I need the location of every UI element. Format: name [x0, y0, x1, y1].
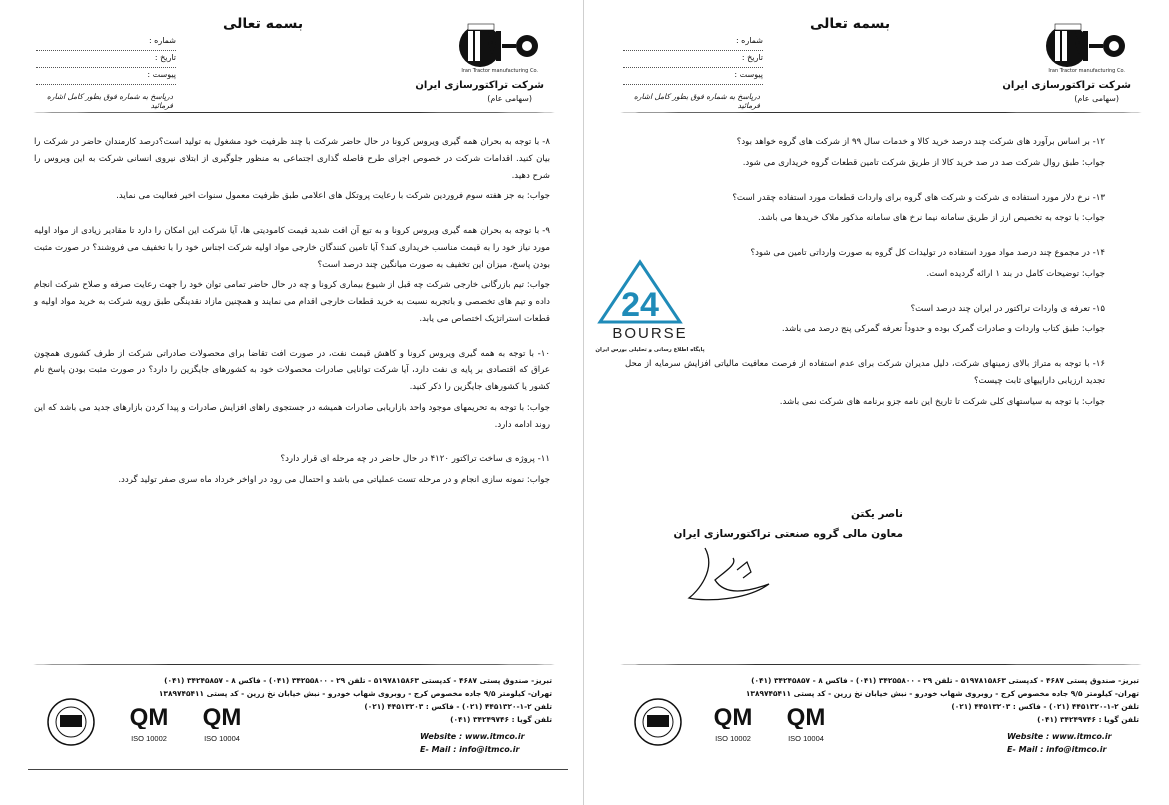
answer-10: جواب: با توجه به تحریمهای موجود واحد بازاریابی صادرات همیشه در جستجوی راهای افزایش صادرات و پیدا کردن بازارهای جدید می باشد که این روند ادامه دارد. — [34, 402, 550, 430]
signature-block — [674, 505, 903, 545]
question-13: ۱۳- نرخ دلار مورد استفاده ی شرکت و شرکت های گروه برای واردات قطعات مورد استفاده چقدر است؟ — [732, 192, 1105, 203]
logo-caption: Iran Tractor manufacturing Co. — [461, 68, 538, 74]
letter-page-1 — [8, 0, 578, 805]
footer-web — [1007, 731, 1112, 757]
question-12: ۱۲- بر اساس برآورد های شرکت چند درصد خرید کالا و خدمات سال ۹۹ از شرکت های گروه خواهد بود؟ — [736, 137, 1105, 147]
header-rule — [32, 112, 556, 113]
answer-9: جواب: تیم بازرگانی خارجی شرکت چه قبل از شیوع بیماری کرونا و چه در حال حاضر تمامی توان خود را جهت رعایت صرفه و صلاح شرکت انجام داده و تیم های تخصصی و باتجربه نسبت به خرید قطعات خارجی اقدام می نمایند و همچنین مازاد نقدینگی طبق رویه شرکت به خرید مواد اولیه و قطعات استراتژیک اختصاص می یابد. — [34, 280, 550, 324]
question-16: ۱۶- با توجه به متراژ بالای زمینهای شرکت، دلیل مدیران شرکت برای عدم استفاده از فرصت معافیت مالیاتی افزایش سرمایه از محل تجدید ارزیابی داراییهای ثابت چیست؟ — [625, 359, 1105, 386]
itm-logo-icon — [1045, 22, 1127, 70]
meta-number: شماره : — [36, 36, 176, 51]
qm-mark: QM — [129, 704, 169, 729]
company-type: (سهامی عام) — [1074, 94, 1119, 103]
logo-number: 24 — [621, 286, 659, 324]
question-11: ۱۱- پروژه ی ساخت تراکتور ۴۱۲۰ در حال حاضر در چه مرحله ای قرار دارد؟ — [280, 454, 550, 465]
letter-meta — [623, 36, 763, 87]
basmala: بسمه تعالی — [810, 16, 891, 32]
company-name: شرکت تراکتورسازی ایران — [1002, 80, 1131, 91]
question-14: ۱۴- در مجموع چند درصد مواد مورد استفاده در تولیدات کل گروه به صورت وارداتی تامین می شود؟ — [750, 248, 1105, 258]
company-name: شرکت تراکتورسازی ایران — [415, 80, 544, 91]
signatory-name: ناصر یکتن — [850, 508, 903, 520]
bourse24-watermark — [592, 258, 712, 358]
question-9: ۹- با توجه به بحران همه گیری ویروس کرونا و به تبع آن افت شدید قیمت کامودیتی ها، آیا شرکت این امکان را دارد تا مقادیر زیادی از مواد اولیه مورد نیاز خود را به قیمت مناسب خریداری کند؟ آیا تامین کنندگان خارجی مواد اولیه شرکت اجناس خود را با تخفیف می فروشند؟ در صورت مثبت بودن پاسخ، میزان این تخفیف به صورت میانگین چند درصد است؟ — [34, 226, 550, 270]
footer-line-2: تهران- کیلومتر ۹/۵ جاده مخصوص کرج - روبروی شهاب خودرو - نبش خیابان نخ زرین - کد پستی ۱۳۸۹۷۴۵۴۱۱ — [745, 688, 1139, 698]
question-8: ۸- با توجه به بحران همه گیری ویروس کرونا در حال حاضر شرکت با چند ظرفیت خود مشغول به تولید است؟درصد کارمندان حاضر در شرکت را بیان کنید. اقدامات شرکت در خصوص اجرای طرح فاصله گذاری اجتماعی به منظور جلوگیری از ابتلای نیروی انسانی شرکت به این ویروس را شرح دهید. — [34, 137, 550, 181]
footer-line-4: تلفن گویا : ۳۴۲۴۹۷۴۶ (۰۴۱) — [450, 714, 552, 724]
logo-tagline: پایگاه اطلاع رسانی و تحلیلی بورس ایران — [595, 347, 705, 353]
meta-attachment: پیوست : — [36, 70, 176, 85]
letter-page-2 — [595, 0, 1165, 805]
footer-line-2: تهران- کیلومتر ۹/۵ جاده مخصوص کرج - روبروی شهاب خودرو - نبش خیابان نخ زرین - کد پستی ۱۳۸۹۷۴۵۴۱۱ — [158, 688, 552, 698]
email: E- Mail : info@itmco.ir — [420, 744, 520, 754]
cert-iso-10002 — [707, 703, 759, 743]
answer-8: جواب: به جز هفته سوم فروردین شرکت با رعایت پروتکل های اعلامی طبق ظرفیت معمول سنوات اخیر فعالیت می نماید. — [116, 191, 550, 202]
footer-rule — [619, 664, 1143, 665]
qm-logo-icon — [196, 703, 248, 729]
meta-date: تاریخ : — [36, 53, 176, 68]
meta-number: شماره : — [623, 36, 763, 51]
logo-caption: Iran Tractor manufacturing Co. — [1048, 68, 1125, 74]
reply-note: درپاسخ به شماره فوق بطور کامل اشاره فرمائید — [633, 92, 760, 110]
bottom-rule — [28, 769, 568, 770]
bourse24-logo-icon — [592, 258, 712, 358]
footer-line-1: تبریز- صندوق پستی ۴۶۸۷ - کدپستی ۵۱۹۷۸۱۵۸۶۳ - تلفن ۲۹ - ۳۴۲۵۵۸۰۰ (۰۴۱) - فاکس ۸ - ۳۴۲۴۵۸۵۷ (۰۴۱) — [751, 676, 1139, 685]
company-logo — [1045, 22, 1127, 70]
cert-iso-10004 — [196, 703, 248, 743]
signatory-title: معاون مالی گروه صنعتی تراکتورسازی ایران — [673, 527, 903, 540]
footer-web — [420, 731, 525, 757]
header-rule — [619, 112, 1143, 113]
letter-body — [34, 134, 550, 507]
reply-note: درپاسخ به شماره فوق بطور کامل اشاره فرمائید — [46, 92, 173, 110]
meta-attachment: پیوست : — [623, 70, 763, 85]
cert-iso-10002 — [123, 703, 175, 743]
logo-brand: BOURSE — [612, 325, 688, 342]
answer-15: جواب: طبق کتاب واردات و صادرات گمرک بوده و حدوداً تعرفه گمرکی پنج درصد می باشد. — [781, 324, 1105, 335]
website: Website : www.itmco.ir — [420, 732, 525, 741]
letter-footer — [28, 675, 568, 795]
qm-mark: QM — [202, 704, 242, 729]
cert-iso-10004 — [780, 703, 832, 743]
footer-line-3: تلفن ۲-۱-۴۴۵۱۳۲۰ (۰۲۱) - فاکس : ۴۴۵۱۳۲۰۳ (۰۲۱) — [364, 701, 552, 711]
company-logo — [458, 22, 540, 70]
question-15: ۱۵- تعرفه ی واردات تراکتور در ایران چند درصد است؟ — [910, 303, 1105, 314]
answer-11: جواب: نمونه سازی انجام و در مرحله تست عملیاتی می باشد و احتمال می رود در اواخر خرداد ماه سری صفر تولید گردد. — [118, 475, 550, 485]
tuv-iso-9001-seal-icon — [46, 697, 96, 747]
answer-16: جواب: با توجه به سیاستهای کلی شرکت تا تاریخ این نامه جزو برنامه های شرکت نمی باشد. — [779, 396, 1105, 407]
cert-label-10004: ISO 10004 — [788, 734, 824, 743]
letter-footer — [615, 675, 1155, 795]
answer-14: جواب: توضیحات کامل در بند ۱ ارائه گردیده است. — [926, 268, 1105, 279]
company-type: (سهامی عام) — [487, 94, 532, 103]
answer-13: جواب: با توجه به تخصیص ارز از طریق سامانه نیما نرخ های سامانه مذکور ملاک خریدها می باشد. — [758, 213, 1105, 224]
itm-logo-icon — [458, 22, 540, 70]
handwritten-signature-icon — [677, 540, 787, 610]
cert-label-10004: ISO 10004 — [204, 734, 240, 743]
footer-line-1: تبریز- صندوق پستی ۴۶۸۷ - کدپستی ۵۱۹۷۸۱۵۸۶۳ - تلفن ۲۹ - ۳۴۲۵۵۸۰۰ (۰۴۱) - فاکس ۸ - ۳۴۲۴۵۸۵۷ (۰۴۱) — [164, 676, 552, 685]
basmala: بسمه تعالی — [223, 16, 304, 32]
qm-logo-icon — [780, 703, 832, 729]
qm-mark: QM — [786, 704, 826, 729]
cert-label-10002: ISO 10002 — [715, 734, 751, 743]
email: E- Mail : info@itmco.ir — [1007, 744, 1107, 754]
meta-date: تاریخ : — [623, 53, 763, 68]
answer-12: جواب: طبق روال شرکت صد در صد خرید کالا از طریق شرکت تامین قطعات گروه خریداری می شود. — [742, 157, 1105, 168]
cert-label-10002: ISO 10002 — [131, 734, 167, 743]
footer-rule — [32, 664, 556, 665]
qm-logo-icon — [707, 703, 759, 729]
website: Website : www.itmco.ir — [1007, 732, 1112, 741]
letter-meta — [36, 36, 176, 87]
footer-line-3: تلفن ۲-۱-۴۴۵۱۳۲۰ (۰۲۱) - فاکس : ۴۴۵۱۳۲۰۳ (۰۲۱) — [951, 701, 1139, 711]
qm-mark: QM — [713, 704, 753, 729]
qm-logo-icon — [123, 703, 175, 729]
question-10: ۱۰- با توجه به همه گیری ویروس کرونا و کاهش قیمت نفت، در صورت افت تقاضا برای محصولات صادراتی شرکت از طرف کشوری همچون عراق که اقتصادی بر پایه ی نفت دارد، آیا شرکت توانایی صادرات محصولات خود به کشورهای جایگزین را دارد؟ در صورت مثبت بودن پاسخ نام کشور یا کشورهای جایگزین را ذکر کنید. — [34, 348, 550, 392]
footer-line-4: تلفن گویا : ۳۴۲۴۹۷۴۶ (۰۴۱) — [1037, 714, 1139, 724]
page-divider — [583, 0, 584, 805]
tuv-iso-9001-seal-icon — [633, 697, 683, 747]
